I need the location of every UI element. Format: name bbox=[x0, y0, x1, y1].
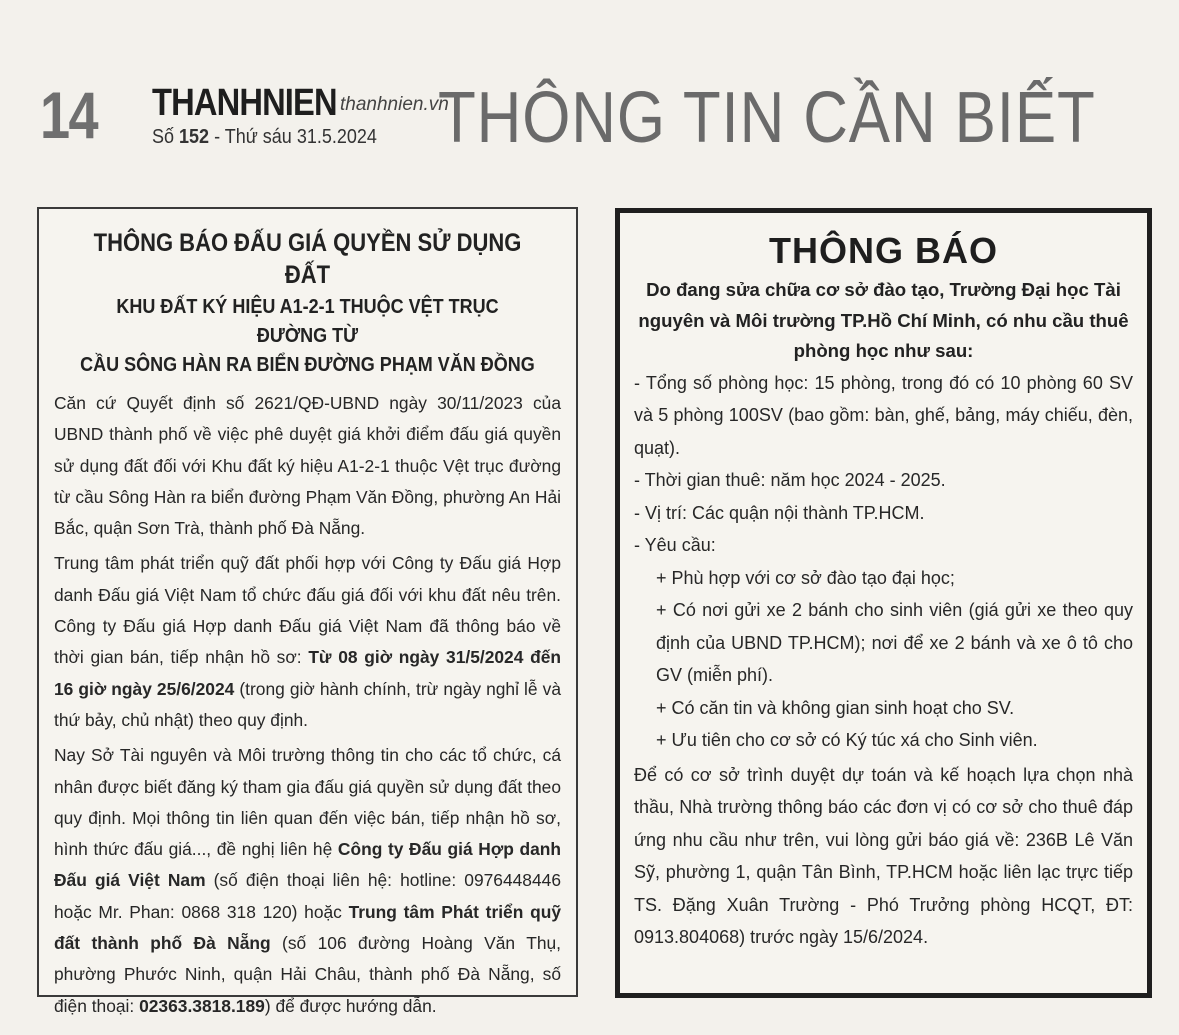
auction-paragraph-3 bbox=[54, 740, 561, 1022]
rental-item-period: - Thời gian thuê: năm học 2024 - 2025. bbox=[634, 470, 946, 490]
intro-line-2: nguyên và Môi trường TP.Hồ Chí Minh, có nhu cầu thuê bbox=[638, 309, 1129, 331]
site-url: thanhnien.vn bbox=[340, 94, 449, 115]
page-header bbox=[40, 78, 1140, 168]
rental-item-rooms: - Tổng số phòng học: 15 phòng, trong đó có 10 phòng 60 SV và 5 phòng 100SV (bao gồm: bàn, ghế, bảng, máy chiếu, đèn, quạt). bbox=[634, 372, 1133, 458]
requirement-1: + Phù hợp với cơ sở đào tạo đại học; bbox=[656, 567, 955, 588]
requirement-2: + Có nơi gửi xe 2 bánh cho sinh viên (giá gửi xe theo quy định của UBND TP.HCM); nơi để xe 2 bánh và xe ô tô cho GV (miễn phí). bbox=[656, 600, 1133, 685]
subtitle-line-1: KHU ĐẤT KÝ HIỆU A1-2-1 THUỘC VỆT TRỤC ĐƯỜNG TỪ bbox=[116, 296, 499, 347]
rental-item-location: - Vị trí: Các quận nội thành TP.HCM. bbox=[634, 502, 925, 523]
auction-paragraph-2 bbox=[54, 548, 561, 736]
requirement-4: + Ưu tiên cho cơ sở có Ký túc xá cho Sinh viên. bbox=[656, 730, 1038, 750]
rental-notice-title: THÔNG BÁO bbox=[769, 230, 998, 271]
p2-text-a: Trung tâm phát triển quỹ đất phối hợp với Công ty Đấu giá Hợp danh Đấu giá Việt Nam tổ chức đấu giá đối với khu đất nêu trên. Công ty Đấu giá Hợp danh Đấu giá Việt Nam đã thông báo về thời gian bán, tiếp nhận hồ sơ: bbox=[54, 553, 561, 668]
p3-text-a: Nay Sở Tài nguyên và Môi trường thông tin cho các tổ chức, cá nhân được biết đăng ký tham gia đấu giá quyền sử dụng đất theo quy định. Mọi thông tin liên quan đến việc bán, tiếp nhận hồ sơ, hình thức đấu giá..., đề nghị liên hệ bbox=[54, 745, 561, 860]
auction-notice-title: THÔNG BÁO ĐẤU GIÁ QUYỀN SỬ DỤNG ĐẤT bbox=[93, 229, 522, 289]
issue-line bbox=[152, 126, 377, 149]
p3-company-name: Công ty Đấu giá Hợp danh Đấu giá Việt Nam bbox=[54, 839, 561, 891]
rental-item-requirements: - Yêu cầu: bbox=[634, 535, 716, 555]
p3-text-g: ) để được hướng dẫn. bbox=[264, 995, 437, 1016]
auction-paragraph-1: Căn cứ Quyết định số 2621/QĐ-UBND ngày 30/11/2023 của UBND thành phố về việc phê duyệt giá khởi điểm đấu giá quyền sử dụng đất đối với Khu đất ký hiệu A1-2-1 thuộc Vệt trục đường từ cầu Sông Hàn ra biển đường Phạm Văn Đồng, phường An Hải Bắc, quận Sơn Trà, thành phố Đà Nẵng. bbox=[54, 393, 561, 539]
auction-notice bbox=[37, 207, 578, 1016]
classroom-rental-notice bbox=[615, 208, 1152, 998]
masthead-logo: THANHNIEN bbox=[152, 82, 337, 124]
intro-line-1: Do đang sửa chữa cơ sở đào tạo, Trường Đại học Tài bbox=[646, 279, 1121, 300]
rental-notice-intro bbox=[634, 275, 1133, 367]
subtitle-line-2: CẦU SÔNG HÀN RA BIỂN ĐƯỜNG PHẠM VĂN ĐỒNG bbox=[80, 354, 535, 376]
issue-number: 152 bbox=[179, 126, 210, 148]
auction-notice-subtitle bbox=[54, 293, 561, 380]
p2-time-range: Từ 08 giờ ngày 31/5/2024 đến 16 giờ ngày 25/6/2024 bbox=[54, 647, 561, 699]
issue-date: - Thứ sáu 31.5.2024 bbox=[214, 126, 377, 148]
section-title: THÔNG TIN CẦN BIẾT bbox=[438, 78, 1096, 158]
requirement-3: + Có căn tin và không gian sinh hoạt cho SV. bbox=[656, 697, 1015, 718]
p2-text-c: (trong giờ hành chính, trừ ngày nghỉ lễ và thứ bảy, chủ nhật) theo quy định. bbox=[54, 678, 561, 730]
rental-closing-paragraph: Để có cơ sở trình duyệt dự toán và kế hoạch lựa chọn nhà thầu, Nhà trường thông báo các đơn vị có cơ sở cho thuê đáp ứng nhu cầu như trên, vui lòng gửi báo giá về: 236B Lê Văn Sỹ, phường 1, quận Tân Bình, TP.HCM hoặc liên lạc trực tiếp TS. Đặng Xuân Trường - Phó Trưởng phòng HCQT, ĐT: 0913.804068) trước ngày 15/6/2024. bbox=[634, 764, 1133, 947]
page-number: 14 bbox=[40, 78, 97, 152]
p3-center-name: Trung tâm Phát triển quỹ đất thành phố Đà Nẵng bbox=[54, 901, 561, 954]
p3-phone: 02363.3818.189 bbox=[139, 995, 265, 1016]
intro-line-3: phòng học như sau: bbox=[793, 340, 974, 361]
p3-text-c: (số điện thoại liên hệ: hotline: 0976448446 hoặc Mr. Phan: 0868 318 120) hoặc bbox=[54, 870, 561, 922]
issue-prefix: Số bbox=[152, 126, 175, 148]
p3-text-e: (số 106 đường Hoàng Văn Thụ, phường Phước Ninh, quận Hải Châu, thành phố Đà Nẵng, số điện thoại: bbox=[54, 933, 561, 1016]
